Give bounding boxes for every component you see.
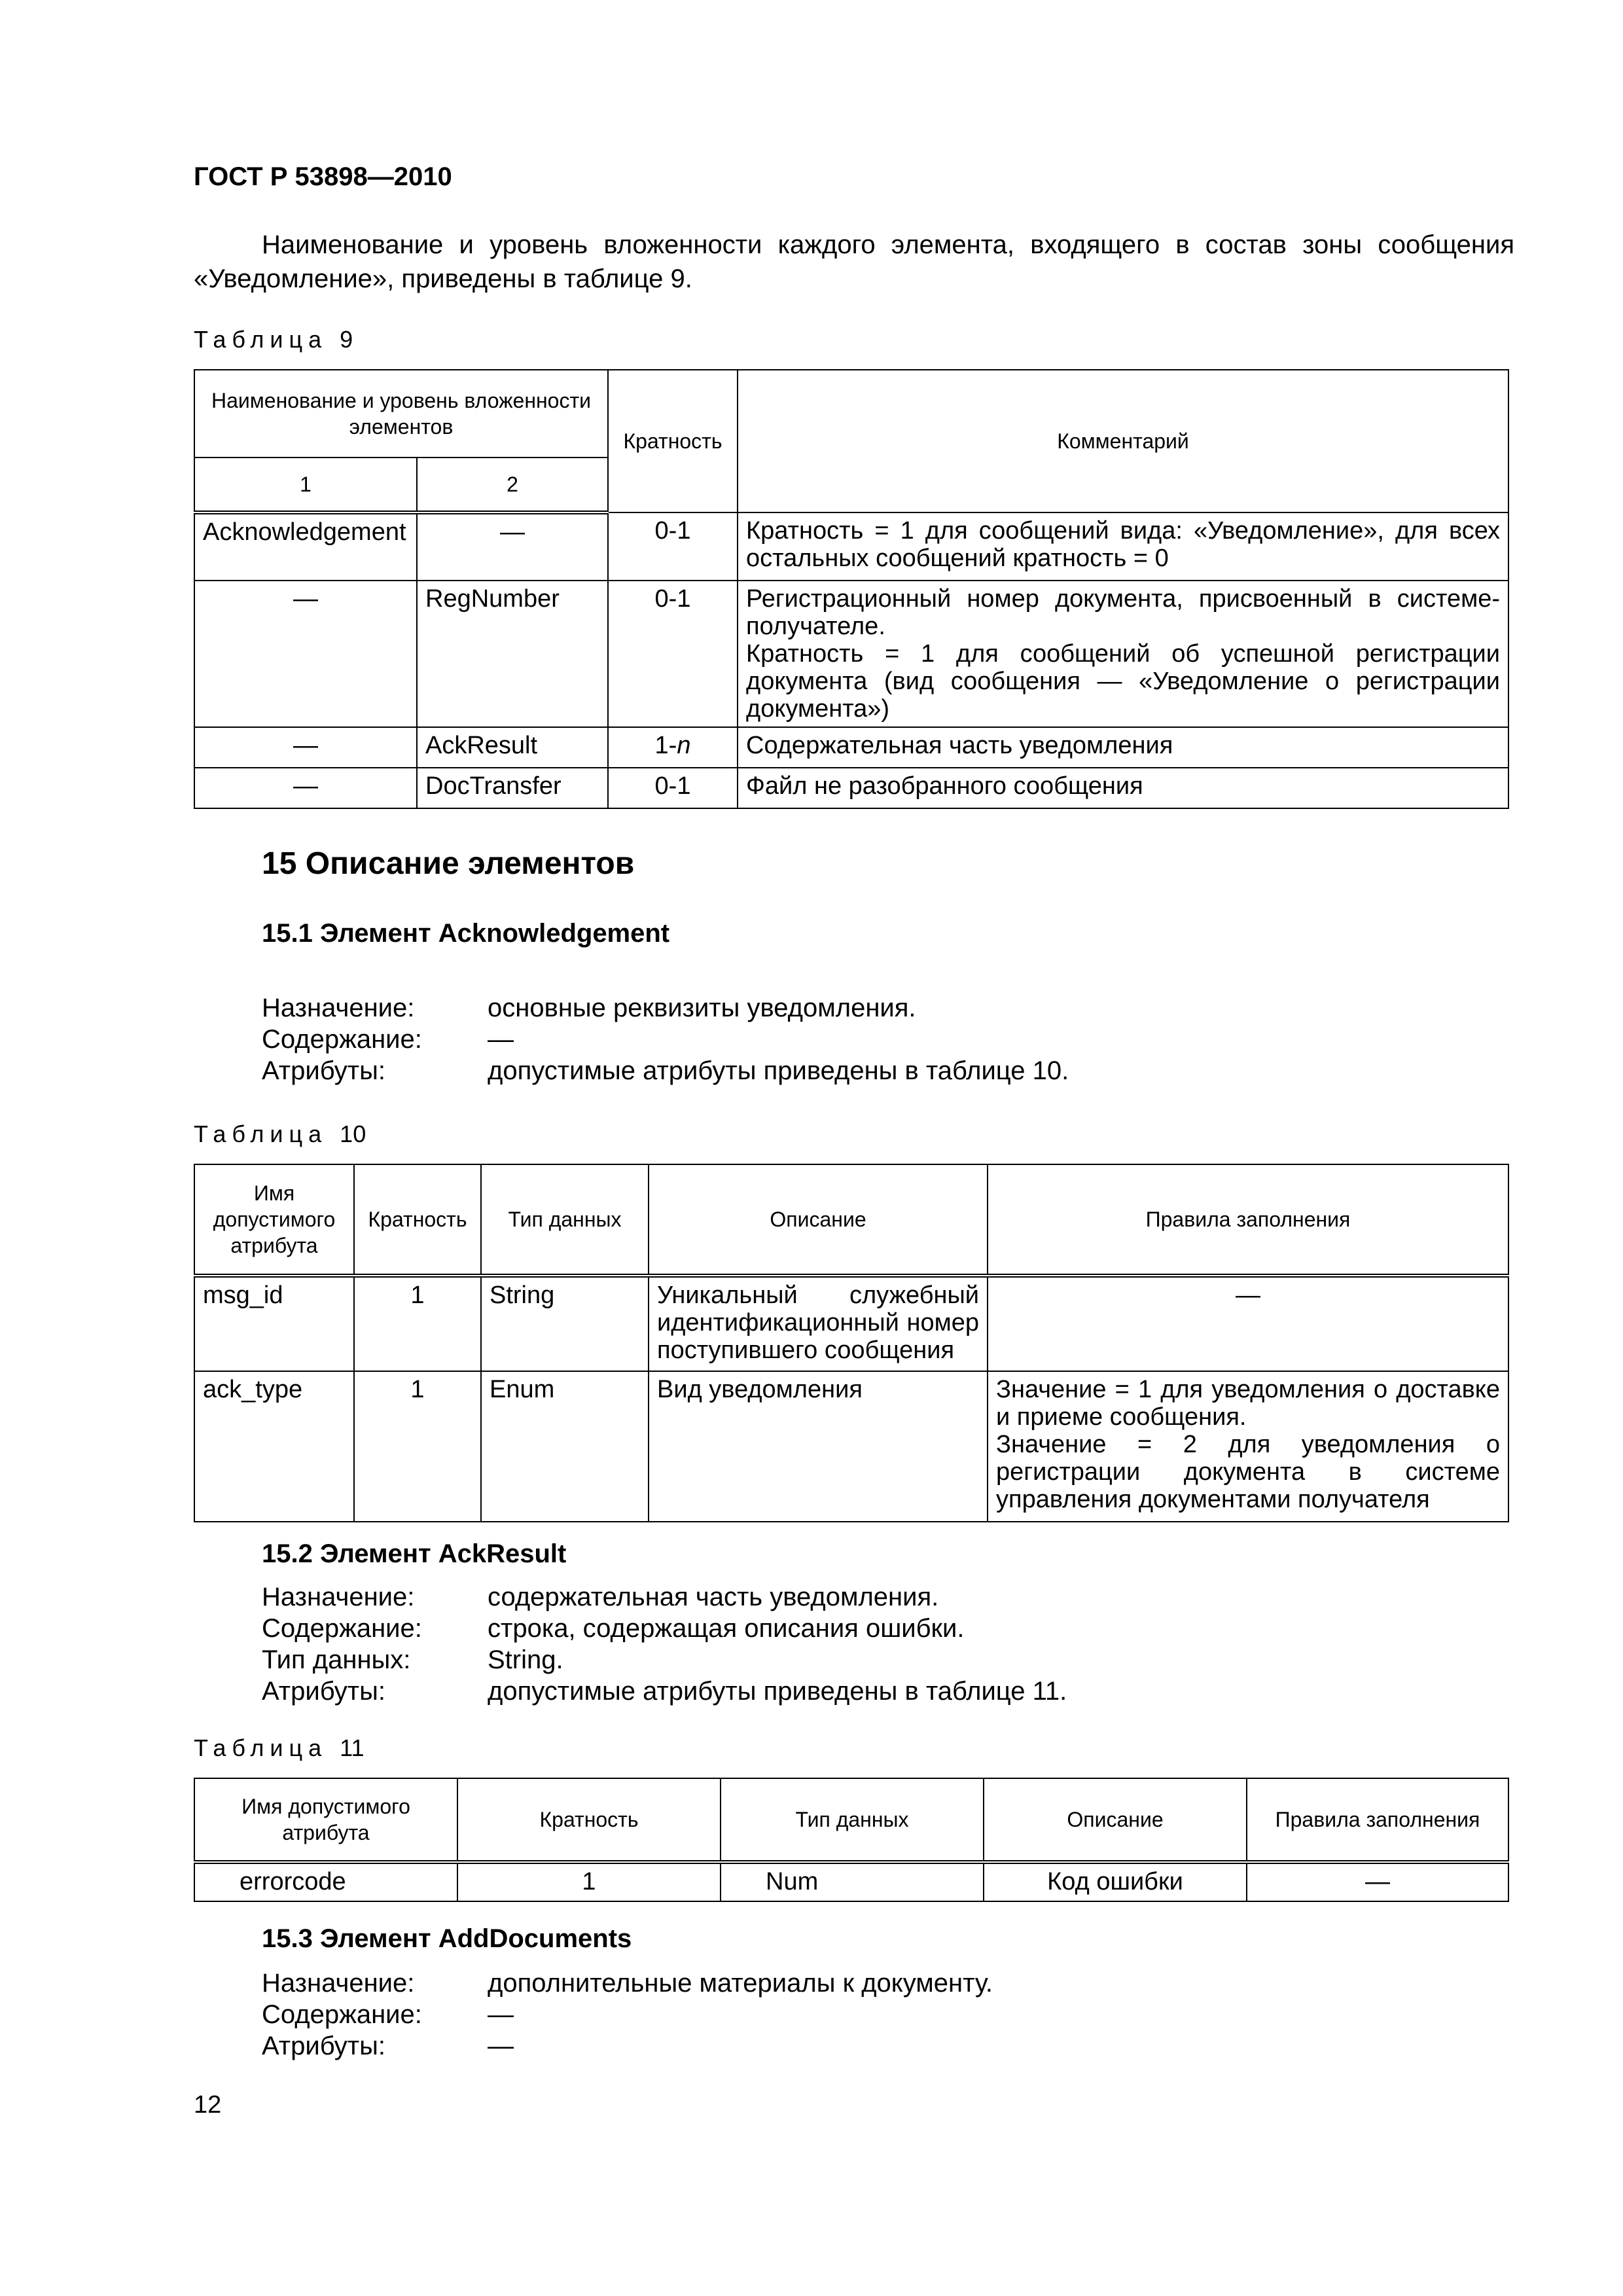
def-value: — bbox=[488, 1025, 514, 1054]
cell-mult: 1 bbox=[354, 1276, 481, 1371]
table9-head-mult: Кратность bbox=[608, 370, 738, 512]
section-15-2-title: 15.2 Элемент AckResult bbox=[262, 1539, 567, 1568]
cell-level1: — bbox=[194, 727, 417, 768]
document-header: ГОСТ Р 53898—2010 bbox=[194, 162, 452, 191]
table10-head-type: Тип данных bbox=[481, 1164, 649, 1276]
def-value: допустимые атрибуты приведены в таблице 10. bbox=[488, 1056, 1069, 1085]
cell-comment: Содержательная часть уведомления bbox=[738, 727, 1508, 768]
def-key: Атрибуты: bbox=[262, 1677, 385, 1706]
cell-mult: 0-1 bbox=[608, 581, 738, 727]
rules-line: Значение = 1 для уведомления о доставке и приеме сообщения. bbox=[996, 1376, 1500, 1431]
comment-line: Кратность = 1 для сообщений об успешной регистрации документа (вид сообщения — «Уведомление о регистрации документа») bbox=[746, 640, 1501, 723]
def-value: содержательная часть уведомления. bbox=[488, 1583, 939, 1611]
cell-mult: 0-1 bbox=[608, 768, 738, 808]
section-15-1-title: 15.1 Элемент Acknowledgement bbox=[262, 919, 670, 948]
def-value: — bbox=[488, 2000, 514, 2029]
section-15-3-title: 15.3 Элемент AddDocuments bbox=[262, 1924, 632, 1953]
cell-level2: DocTransfer bbox=[417, 768, 608, 808]
table10-caption: Таблица 10 bbox=[194, 1121, 366, 1147]
cell-level1: — bbox=[194, 768, 417, 808]
table-row bbox=[194, 1276, 1508, 1371]
table-11 bbox=[194, 1778, 1509, 1902]
cell-comment: Кратность = 1 для сообщений вида: «Уведомление», для всех остальных сообщений кратность = 0 bbox=[738, 512, 1508, 581]
def-key: Назначение: bbox=[262, 1583, 415, 1611]
table11-head-rules: Правила заполнения bbox=[1247, 1778, 1508, 1862]
page-number: 12 bbox=[194, 2091, 222, 2119]
table11-caption: Таблица 11 bbox=[194, 1734, 365, 1761]
section-15-title: 15 Описание элементов bbox=[262, 846, 635, 881]
cell-type: Num bbox=[721, 1862, 984, 1901]
table9-caption: Таблица 9 bbox=[194, 326, 353, 353]
table-row bbox=[194, 581, 1508, 727]
cell-level2: — bbox=[417, 512, 608, 581]
def-value: — bbox=[488, 2032, 514, 2060]
table11-head-name: Имя допустимого атрибута bbox=[194, 1778, 457, 1862]
cell-mult: 1-n bbox=[608, 727, 738, 768]
table-row bbox=[194, 727, 1508, 768]
def-key: Тип данных: bbox=[262, 1645, 411, 1674]
def-key: Содержание: bbox=[262, 1614, 422, 1643]
rules-line: Значение = 2 для уведомления о регистрации документа в системе управления документами получателя bbox=[996, 1431, 1500, 1513]
cell-type: Enum bbox=[481, 1371, 649, 1522]
table-row bbox=[194, 512, 1508, 581]
table11-head-type: Тип данных bbox=[721, 1778, 984, 1862]
cell-mult: 1 bbox=[354, 1371, 481, 1522]
table11-head-mult: Кратность bbox=[457, 1778, 721, 1862]
cell-level1: Acknowledgement bbox=[194, 512, 417, 581]
table9-head-1: 1 bbox=[194, 457, 417, 512]
def-key: Содержание: bbox=[262, 2000, 422, 2029]
cell-mult: 0-1 bbox=[608, 512, 738, 581]
cell-rules bbox=[988, 1371, 1508, 1522]
def-value: строка, содержащая описания ошибки. bbox=[488, 1614, 965, 1643]
cell-name: errorcode bbox=[194, 1862, 457, 1901]
def-value: String. bbox=[488, 1645, 563, 1674]
table9-head-group: Наименование и уровень вложенности элементов bbox=[194, 370, 608, 457]
table10-head-name: Имя допустимого атрибута bbox=[194, 1164, 354, 1276]
cell-level2: AckResult bbox=[417, 727, 608, 768]
cell-type: String bbox=[481, 1276, 649, 1371]
table-row bbox=[194, 1862, 1508, 1901]
definition-list bbox=[262, 1581, 1067, 1707]
table10-head-rules: Правила заполнения bbox=[988, 1164, 1508, 1276]
cell-name: ack_type bbox=[194, 1371, 354, 1522]
table11-head-desc: Описание bbox=[984, 1778, 1247, 1862]
cell-mult: 1 bbox=[457, 1862, 721, 1901]
table-10 bbox=[194, 1164, 1509, 1522]
cell-desc: Код ошибки bbox=[984, 1862, 1247, 1901]
def-key: Атрибуты: bbox=[262, 1056, 385, 1085]
cell-comment: Файл не разобранного сообщения bbox=[738, 768, 1508, 808]
definition-list bbox=[262, 1967, 993, 2062]
table-row bbox=[194, 1371, 1508, 1522]
cell-desc: Уникальный служебный идентификационный номер поступившего сообщения bbox=[649, 1276, 988, 1371]
def-key: Назначение: bbox=[262, 1969, 415, 1998]
table-row bbox=[194, 768, 1508, 808]
comment-line: Регистрационный номер документа, присвоенный в системе-получателе. bbox=[746, 585, 1501, 640]
cell-level1: — bbox=[194, 581, 417, 727]
table-9 bbox=[194, 369, 1509, 809]
cell-desc: Вид уведомления bbox=[649, 1371, 988, 1522]
cell-rules: — bbox=[988, 1276, 1508, 1371]
cell-comment bbox=[738, 581, 1508, 727]
table10-head-mult: Кратность bbox=[354, 1164, 481, 1276]
cell-name: msg_id bbox=[194, 1276, 354, 1371]
table9-head-2: 2 bbox=[417, 457, 608, 512]
def-value: дополнительные материалы к документу. bbox=[488, 1969, 993, 1998]
def-key: Содержание: bbox=[262, 1025, 422, 1054]
table10-head-desc: Описание bbox=[649, 1164, 988, 1276]
cell-rules: — bbox=[1247, 1862, 1508, 1901]
cell-level2: RegNumber bbox=[417, 581, 608, 727]
def-value: основные реквизиты уведомления. bbox=[488, 994, 916, 1022]
definition-list bbox=[262, 992, 1069, 1086]
def-key: Назначение: bbox=[262, 994, 415, 1022]
def-value: допустимые атрибуты приведены в таблице 11. bbox=[488, 1677, 1067, 1706]
def-key: Атрибуты: bbox=[262, 2032, 385, 2060]
intro-paragraph: Наименование и уровень вложенности каждого элемента, входящего в состав зоны сообщения «Уведомление», приведены в таблице 9. bbox=[194, 230, 1514, 293]
table9-head-comment: Комментарий bbox=[738, 370, 1508, 512]
